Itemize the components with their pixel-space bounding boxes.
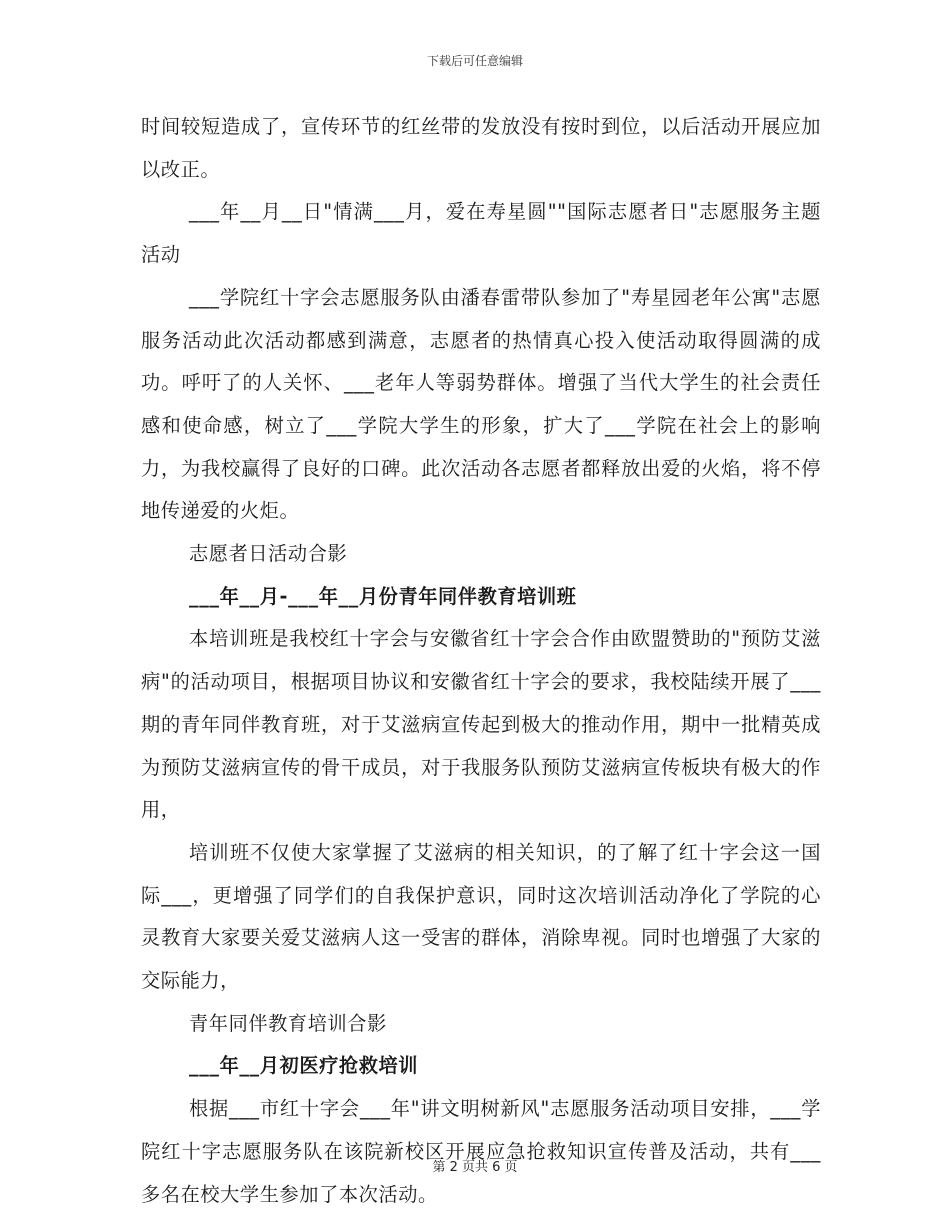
page-header: 下载后可任意编辑	[426, 54, 523, 68]
section-heading-first-aid: ___年__月初医疗抢救培训	[189, 1054, 419, 1078]
paragraph-continuation: 时间较短造成了，宣传环节的红丝带的发放没有按时到位，以后活动开展应加以改正。	[141, 115, 821, 181]
section-heading-peer-education: ___年__月-___年__月份青年同伴教育培训班	[189, 584, 577, 608]
photo-caption-volunteer-day: 志愿者日活动合影	[189, 542, 348, 566]
paragraph-volunteer-day: ___学院红十字会志愿服务队由潘春雷带队参加了"寿星园老年公寓"志愿服务活动此次活动都感到满意，志愿者的热情真心投入使活动取得圆满的成功。呼吁了的人关怀、___老年人等弱势群体。增强了当代大学生的社会责任感和使命感，树立了___学院大学生的形象，扩大了___学院在社会上的影响力，为我校赢得了良好的口碑。此次活动各志愿者都释放出爱的火焰，将不停地传递爱的火炬。	[141, 285, 821, 523]
paragraph-peer-education-1: 本培训班是我校红十字会与安徽省红十字会合作由欧盟赞助的"预防艾滋病"的活动项目，根据项目协议和安徽省红十字会的要求，我校陆续开展了___期的青年同伴教育班，对于艾滋病宣传起到极大的推动作用，期中一批精英成为预防艾滋病宣传的骨干成员，对于我服务队预防艾滋病宣传板块有极大的作用，	[141, 627, 821, 822]
document-body	[141, 106, 821, 1216]
paragraph-peer-education-2: 培训班不仅使大家掌握了艾滋病的相关知识，的了解了红十字会这一国际___，更增强了同学们的自我保护意识，同时这次培训活动净化了学院的心灵教育大家要关爱艾滋病人这一受害的群体，消除卑视。同时也增强了大家的交际能力，	[141, 840, 821, 993]
paragraph-activity-title: ___年__月__日"情满___月，爱在寿星圆""国际志愿者日"志愿服务主题活动	[141, 200, 821, 267]
photo-caption-peer-education: 青年同伴教育培训合影	[189, 1011, 387, 1035]
paragraph-first-aid: 根据___市红十字会___年"讲文明树新风"志愿服务活动项目安排，___学院红十字志愿服务队在该院新校区开展应急抢救知识宣传普及活动，共有___多名在校大学生参加了本次活动。	[141, 1097, 821, 1206]
page-number: 第 2 页共 6 页	[432, 1160, 518, 1175]
